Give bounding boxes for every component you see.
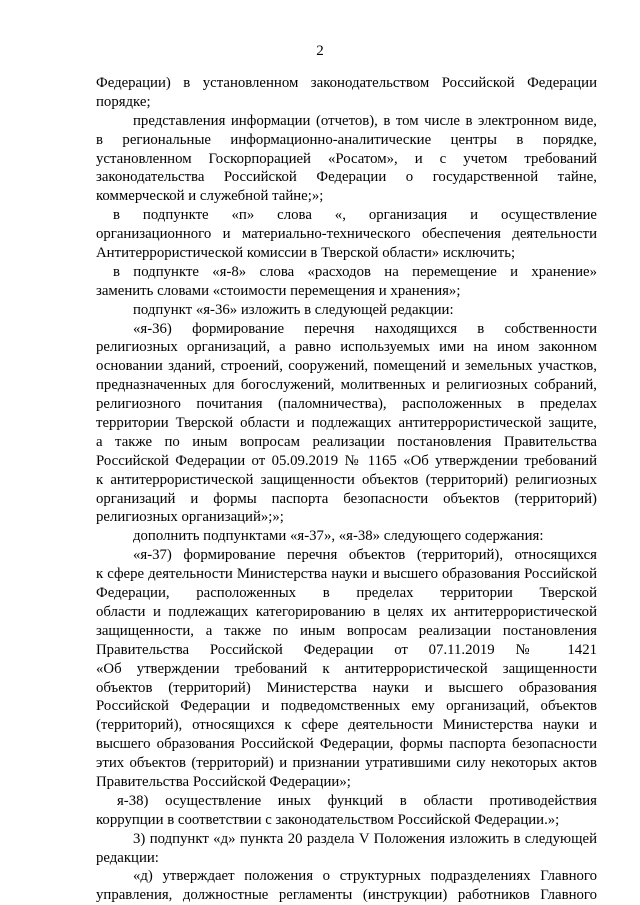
text-line: религиозного почитания (паломничества), расположенных в пределах	[96, 396, 597, 413]
text-line: основании зданий, строений, сооружений, помещений и земельных участков,	[96, 358, 597, 375]
text-line: законодательства Российской Федерации о государственной тайне,	[96, 169, 597, 186]
text-line: (территорий), относящихся к сфере деятельности Министерства науки и	[96, 717, 597, 734]
text-line: «я-36) формирование перечня находящихся в собственности	[133, 320, 597, 337]
text-line: к антитеррористической защищенности объектов (территорий) религиозных	[96, 471, 597, 488]
text-line: «Об утверждении требований к антитеррористической защищенности	[96, 660, 597, 677]
text-line: в подпункте «я-8» слова «расходов на перемещение и хранение»	[113, 263, 597, 280]
text-line: религиозных организаций, а равно используемых ими на ином законном	[96, 339, 597, 356]
document-text	[96, 74, 597, 905]
text-line: подпункт «я-36» изложить в следующей редакции:	[133, 301, 454, 318]
text-line: высшего образования Российской Федерации, формы паспорта безопасности	[96, 736, 597, 753]
text-line: объектов (территорий) Министерства науки и высшего образования	[96, 679, 597, 696]
text-line: предназначенных для богослужений, молитвенных и религиозных собраний,	[96, 377, 597, 394]
text-line: коммерческой и служебной тайне;»;	[96, 188, 324, 205]
text-line: коррупции в соответствии с законодательством Российской Федерации.»;	[96, 811, 560, 828]
text-line: Российской Федерации и подведомственных ему организаций, объектов	[96, 698, 597, 715]
page-number: 2	[316, 43, 324, 59]
text-line: управления, должностные регламенты (инструкции) работников Главного	[96, 887, 597, 904]
text-line: Правительства Российской Федерации»;	[96, 773, 351, 790]
text-line: этих объектов (территорий) и признании утратившими силу некоторых актов	[96, 755, 597, 772]
text-line: защищенности, а также по иным вопросам реализации постановления	[96, 622, 597, 639]
text-line: Федерации, расположенных в пределах территории Тверской	[96, 585, 597, 602]
text-line: Правительства Российской Федерации от 07.11.2019 № 1421	[96, 641, 597, 658]
text-line: «я-37) формирование перечня объектов (территорий), относящихся	[133, 547, 597, 564]
text-line: к сфере деятельности Министерства науки и высшего образования Российской	[96, 566, 597, 583]
text-line: я-38) осуществление иных функций в области противодействия	[117, 792, 597, 809]
text-line: представления информации (отчетов), в том числе в электронном виде,	[133, 112, 597, 129]
text-line: в подпункте «п» слова «, организация и осуществление	[113, 207, 597, 224]
text-line: области и подлежащих категорированию в целях их антитеррористической	[96, 603, 597, 620]
text-line: а также по иным вопросам реализации постановления Правительства	[96, 433, 597, 450]
text-line: Российской Федерации от 05.09.2019 № 1165 «Об утверждении требований	[96, 452, 597, 469]
text-line: Федерации) в установленном законодательством Российской Федерации	[96, 75, 597, 91]
text-line: 3) подпункт «д» пункта 20 раздела V Положения изложить в следующей	[133, 830, 597, 847]
text-line: «д) утверждает положения о структурных подразделениях Главного	[133, 868, 597, 885]
text-line: дополнить подпунктами «я-37», «я-38» следующего содержания:	[133, 528, 544, 545]
text-line: Антитеррористической комиссии в Тверской области» исключить;	[96, 245, 516, 262]
text-line: в региональные информационно-аналитические центры в порядке,	[96, 131, 597, 148]
text-line: территории Тверской области и подлежащих антитеррористической защите,	[96, 415, 597, 432]
text-line: религиозных организаций»;»;	[96, 509, 284, 526]
text-line: порядке;	[96, 93, 151, 110]
text-line: заменить словами «стоимости перемещения и хранения»;	[96, 282, 461, 299]
text-line: организационного и материально-технического обеспечения деятельности	[96, 226, 597, 243]
text-line: установленном Госкорпорацией «Росатом», и с учетом требований	[96, 150, 597, 167]
text-line: редакции:	[96, 849, 159, 866]
text-line: организаций и формы паспорта безопасности объектов (территорий)	[96, 490, 597, 507]
